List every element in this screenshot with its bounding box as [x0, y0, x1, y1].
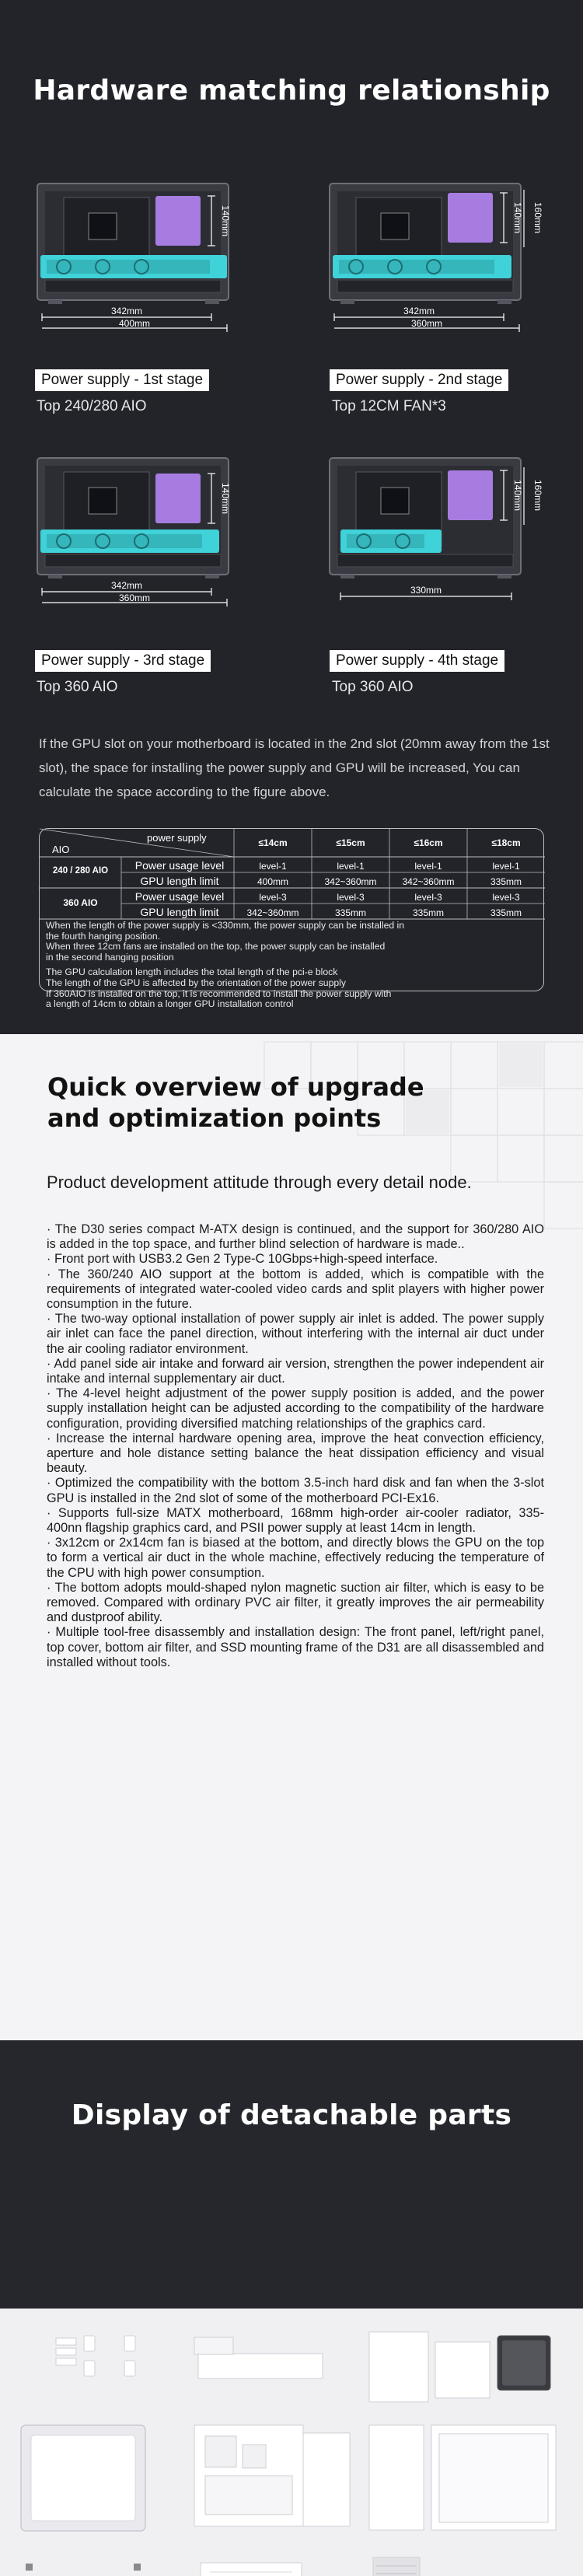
- vertical-dimension-label: 140mm: [512, 201, 523, 234]
- compatibility-table: [39, 828, 544, 1010]
- table-cell: 342~360mm: [246, 907, 299, 918]
- vertical-dimension-label: 160mm: [532, 201, 543, 234]
- cpu-socket: [381, 213, 409, 239]
- part-top-cover: [435, 2342, 490, 2398]
- detachable-parts-section: [0, 2040, 583, 2576]
- case-diagram-stage-3: [33, 455, 260, 638]
- table-notes: [46, 921, 540, 1010]
- gpu-length-label: GPU length limit: [140, 875, 219, 887]
- parts-illustration: [0, 2040, 583, 2576]
- stage-label: Power supply - 2nd stage: [330, 369, 508, 391]
- cpu-socket: [89, 488, 117, 514]
- feature-bullet: · Front port with USB3.2 Gen 2 Type-C 10Gbps+high-speed interface.: [47, 1252, 438, 1267]
- feature-bullet: · Supports full-size MATX motherboard, 168mm high-order air-cooler radiator, 335-400nn flagship graphics card, and PSII power supply at least 14cm in length.: [47, 1505, 544, 1536]
- title-line: and optimization points: [47, 1103, 382, 1133]
- table-cell: level-3: [337, 892, 365, 903]
- part-screw: [134, 2564, 141, 2571]
- note-line: If 360AIO is installed on the top, it is recommended to install the power supply with: [46, 987, 392, 999]
- table-cell: 400mm: [257, 876, 288, 887]
- part-mesh-frame: [303, 2433, 350, 2526]
- table-cell: 335mm: [490, 876, 522, 887]
- part-front-panel: [369, 2332, 428, 2402]
- horizontal-dimension-label: 360mm: [410, 318, 443, 329]
- part-bracket: [56, 2358, 76, 2365]
- title-line: Quick overview of upgrade: [47, 1072, 424, 1102]
- case-svg: [33, 180, 260, 364]
- note-line: The length of the GPU is affected by the orientation of the power supply: [46, 977, 346, 988]
- table-cell: level-1: [492, 861, 520, 872]
- cpu-socket: [381, 488, 409, 514]
- case-svg: [33, 455, 260, 638]
- feature-bullet: · Multiple tool-free disassembly and installation design: The front panel, left/right panel, top cover, bottom air filter, and SSD mounting frame of the D31 are all disassembled and installed without tools.: [47, 1625, 544, 1669]
- feature-bullet: · The 4-level height adjustment of the power supply position is added, and the power supply installation height can be adjusted according to the compatibility of the hardware configuration, providing diversified matching relationships of the graphics card.: [47, 1386, 544, 1431]
- case-diagram-stage-4: [325, 455, 552, 638]
- part-clip: [124, 2336, 135, 2351]
- part-side-panel-top: [194, 2337, 233, 2354]
- stage-label: Power supply - 1st stage: [35, 369, 209, 391]
- horizontal-dimension-label: 342mm: [110, 306, 143, 316]
- feature-list: [47, 1222, 544, 1670]
- feature-bullet: · The bottom adopts mould-shaped nylon magnetic suction air filter, which is easy to be removed. Compared with ordinary PVC air filter, it greatly improves the air permeability and dustproof ability.: [47, 1580, 544, 1625]
- table-cell: 342~360mm: [324, 876, 377, 887]
- case-diagram-stage-2: [325, 180, 552, 364]
- stage-sublabel: Top 240/280 AIO: [37, 398, 147, 414]
- note-line: in the second hanging position: [46, 951, 174, 963]
- aio-row-label: 360 AIO: [63, 897, 98, 908]
- aio-row-label: 240 / 280 AIO: [52, 866, 109, 876]
- column-header: ≤14cm: [258, 837, 288, 848]
- feature-bullet: · Add panel side air intake and forward air version, strengthen the power independent air intake and internal supplementary air duct.: [47, 1356, 544, 1386]
- case-diagram-stage-1: [33, 180, 260, 364]
- feature-bullet: · 3x12cm or 2x14cm fan is biased at the bottom, and directly blows the GPU on the top to form a vertical air duct in the whole machine, effectively reducing the temperature of the CPU with high power consumption.: [47, 1536, 544, 1580]
- column-header: ≤15cm: [336, 837, 365, 848]
- gpu-slot-note: If the GPU slot on your motherboard is located in the 2nd slot (20mm away from the 1st slot), the space for installing the power supply and GPU will be increased, You can calculate the space according to the figure above.: [39, 736, 550, 799]
- section-title: Hardware matching relationship: [33, 75, 550, 107]
- stage-sublabel: Top 12CM FAN*3: [332, 398, 446, 414]
- upgrade-overview-section: [0, 1034, 583, 2040]
- horizontal-dimension-label: 342mm: [403, 306, 435, 316]
- table-cell: 335mm: [412, 907, 444, 918]
- power-level-label: Power usage level: [134, 859, 225, 872]
- gpu-length-label: GPU length limit: [140, 906, 219, 918]
- feature-bullet: · Optimized the compatibility with the bottom 3.5-inch hard disk and fan when the 3-slot GPU is installed in the 2nd slot of some of the motherboard PCI-Ex16.: [47, 1476, 544, 1505]
- section-subtitle: Product development attitude through every detail node.: [47, 1173, 472, 1192]
- table-cell: level-1: [259, 861, 287, 872]
- horizontal-dimension-label: 360mm: [118, 592, 151, 603]
- section-title: [47, 1071, 424, 1134]
- column-header: ≤18cm: [491, 837, 521, 848]
- corner-top-label: power supply: [147, 832, 207, 844]
- vertical-dimension-label: 140mm: [512, 479, 523, 512]
- vertical-dimension-label: 160mm: [532, 479, 543, 512]
- part-bracket: [56, 2348, 76, 2355]
- feature-bullet: · The two-way optional installation of power supply air inlet is added. The power supply air inlet can face the panel direction, without interfering with the internal air duct under the air cooling radiator environment.: [47, 1312, 544, 1356]
- stage-label: Power supply - 3rd stage: [35, 650, 211, 672]
- part-screw: [26, 2564, 33, 2571]
- corner-bottom-label: AIO: [52, 844, 70, 855]
- part-side-cover: [369, 2425, 424, 2530]
- table-cell: level-3: [414, 892, 442, 903]
- stage-label: Power supply - 4th stage: [330, 650, 504, 672]
- feature-bullet: · Increase the internal hardware opening area, improve the heat convection efficiency, aperture and hole distance setting balance the heat dissipation efficiency and visual beauty.: [47, 1431, 544, 1476]
- case-svg: [325, 180, 552, 364]
- column-header: ≤16cm: [414, 837, 443, 848]
- part-clip: [84, 2361, 95, 2376]
- horizontal-dimension-label: 342mm: [110, 580, 143, 591]
- power-level-label: Power usage level: [134, 890, 225, 903]
- vertical-dimension-label: 140mm: [220, 204, 231, 237]
- part-dust-filter: [201, 2563, 302, 2576]
- note-line: When the length of the power supply is <330mm, the power supply can be installed in: [46, 920, 405, 931]
- case-svg: [325, 455, 552, 638]
- feature-bullet: · The D30 series compact M-ATX design is continued, and the support for 360/280 AIO is added in the top space, and further blind selection of hardware is made..: [47, 1222, 544, 1252]
- part-side-panel: [198, 2354, 323, 2379]
- note-line: the fourth hanging position.: [46, 930, 161, 942]
- note-line: The GPU calculation length includes the total length of the pci-e block: [46, 966, 338, 978]
- part-clip: [84, 2336, 95, 2351]
- table-cell: level-3: [492, 892, 520, 903]
- power-supply-block: [155, 474, 201, 523]
- note-line: When three 12cm fans are installed on the top, the power supply can be installed: [46, 941, 386, 952]
- power-supply-block: [448, 470, 493, 520]
- part-clip: [124, 2361, 135, 2376]
- table-cell: level-3: [259, 892, 287, 903]
- horizontal-dimension-label: 400mm: [118, 318, 151, 329]
- stage-sublabel: Top 360 AIO: [37, 679, 118, 695]
- horizontal-dimension-label: 330mm: [410, 585, 442, 596]
- table-cell: level-1: [414, 861, 442, 872]
- table-cell: 335mm: [334, 907, 366, 918]
- table-cell: 335mm: [490, 907, 522, 918]
- feature-bullet: · The 360/240 AIO support at the bottom is added, which is compatible with the requirements of integrated water-cooled video cards and split players with higher power consumption in the future.: [47, 1267, 544, 1312]
- grid-decoration: [249, 1034, 583, 1236]
- hardware-matching-section: [0, 0, 583, 1034]
- table-cell: 342~360mm: [402, 876, 455, 887]
- power-supply-block: [155, 196, 201, 246]
- part-bracket: [56, 2338, 76, 2345]
- note-line: a length of 14cm to obtain a longer GPU installation control: [46, 998, 294, 1010]
- section-title: Display of detachable parts: [71, 2099, 512, 2131]
- vertical-dimension-label: 140mm: [220, 482, 231, 515]
- power-supply-block: [448, 193, 493, 243]
- table-cell: level-1: [337, 861, 365, 872]
- cpu-socket: [89, 213, 117, 239]
- part-mesh-filter: [373, 2557, 420, 2576]
- stage-sublabel: Top 360 AIO: [332, 679, 414, 695]
